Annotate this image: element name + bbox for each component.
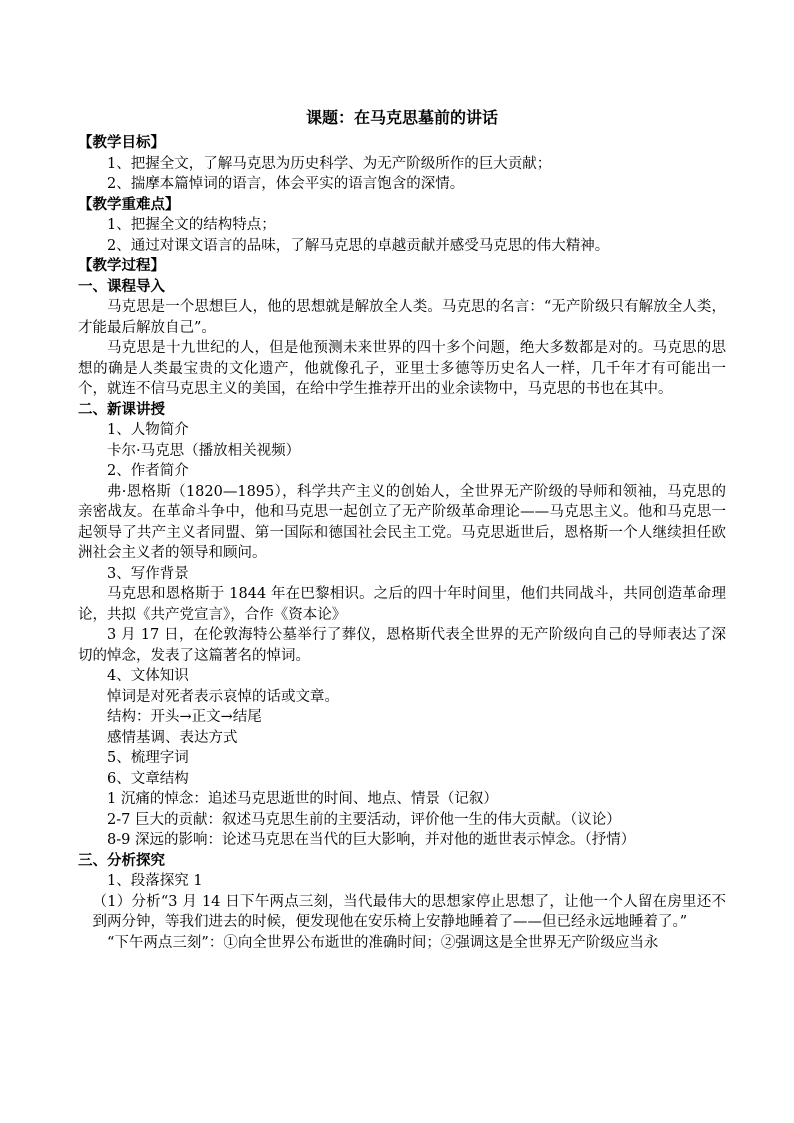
vocab-title: 5、梳理字词 [107, 750, 189, 766]
background-text: 3 月 17 日，在伦敦海特公墓举行了葬仪，恩格斯代表全世界的无产阶级向自己的导师表达了深切的悼念，发表了这篇著名的悼词。 [78, 627, 726, 664]
section2-heading: 二、新课讲授 [78, 400, 165, 418]
genre-line: 悼词是对死者表示哀悼的话或文章。 [107, 688, 339, 705]
key-point-item: 1、把握全文的结构特点； [107, 217, 276, 233]
structure-item: 1 沉痛的悼念：追述马克思逝世的时间、地点、情景（记叙） [107, 791, 498, 807]
author-intro-text: 弗·恩格斯（1820—1895），科学共产主义的创始人，全世界无产阶级的导师和领袖，马克思的亲密战友。在革命斗争中，他和马克思一起创立了无产阶级革命理论——马克思主义。他和马克思一起领导了共产主义者同盟、第一国际和德国社会民主工党。马克思逝世后，恩格斯一个人继续担任欧洲社会主义者的领导和顾问。 [78, 483, 726, 561]
page-title: 课题：在马克思墓前的讲话 [305, 108, 498, 127]
background-text: 马克思和恩格斯于 1844 年在巴黎相识。之后的四十年时间里，他们共同战斗，共同创造革命理论，共拟《共产党宣言》，合作《资本论》 [78, 586, 726, 623]
key-point-item: 2、通过对课文语言的品味，了解马克思的卓越贡献并感受马克思的伟大精神。 [107, 237, 610, 254]
process-heading: 【教学过程】 [78, 257, 165, 274]
document-page [78, 106, 726, 953]
structure-title: 6、文章结构 [107, 770, 189, 787]
objective-item: 1、把握全文，了解马克思为历史科学、为无产阶级所作的巨大贡献； [107, 155, 552, 172]
person-intro-title: 1、人物简介 [107, 422, 189, 438]
objectives-heading: 【教学目标】 [78, 134, 165, 151]
section1-heading: 一、课程导入 [78, 277, 165, 295]
structure-item: 8-9 深远的影响：论述马克思在当代的巨大影响，并对他的逝世表示悼念。（抒情） [107, 832, 636, 848]
section3-heading: 三、分析探究 [78, 851, 165, 869]
key-points-heading: 【教学重难点】 [78, 195, 180, 213]
genre-line: 结构：开头→正文→结尾 [107, 709, 262, 725]
genre-title: 4、文体知识 [107, 668, 189, 684]
intro-paragraph: 马克思是一个思想巨人，他的思想就是解放全人类。马克思的名言：“无产阶级只有解放全人类，才能最后解放自己”。 [78, 299, 726, 336]
answer-text: “下午两点三刻”：①向全世界公布逝世的准确时间；②强调这是全世界无产阶级应当永 [107, 934, 659, 951]
intro-paragraph: 马克思是十九世纪的人，但是他预测未来世界的四十多个问题，绝大多数都是对的。马克思的思想的确是人类最宝贵的文化遗产，他就像孔子，亚里士多德等历史名人一样，几千年才有可能出一个，就连不信马克思主义的美国，在给中学生推荐开出的业余读物中，马克思的书也在其中。 [78, 340, 726, 397]
author-intro-title: 2、作者简介 [107, 463, 189, 479]
paragraph-study-title: 1、段落探究 1 [107, 873, 203, 889]
objective-item: 2、揣摩本篇悼词的语言，体会平实的语言饱含的深情。 [107, 176, 465, 192]
structure-item: 2-7 巨大的贡献：叙述马克思生前的主要活动，评价他一生的伟大贡献。（议论） [107, 811, 621, 828]
background-title: 3、写作背景 [107, 565, 189, 582]
person-intro-text: 卡尔·马克思（播放相关视频） [107, 442, 301, 459]
question-text: （1）分析“3 月 14 日下午两点三刻，当代最伟大的思想家停止思想了，让他一个人留在房里还不到两分钟，等我们进去的时候，便发现他在安乐椅上安静地睡着了——但已经永远地睡着了。” [92, 893, 726, 930]
genre-line: 感情基调、表达方式 [107, 729, 238, 746]
